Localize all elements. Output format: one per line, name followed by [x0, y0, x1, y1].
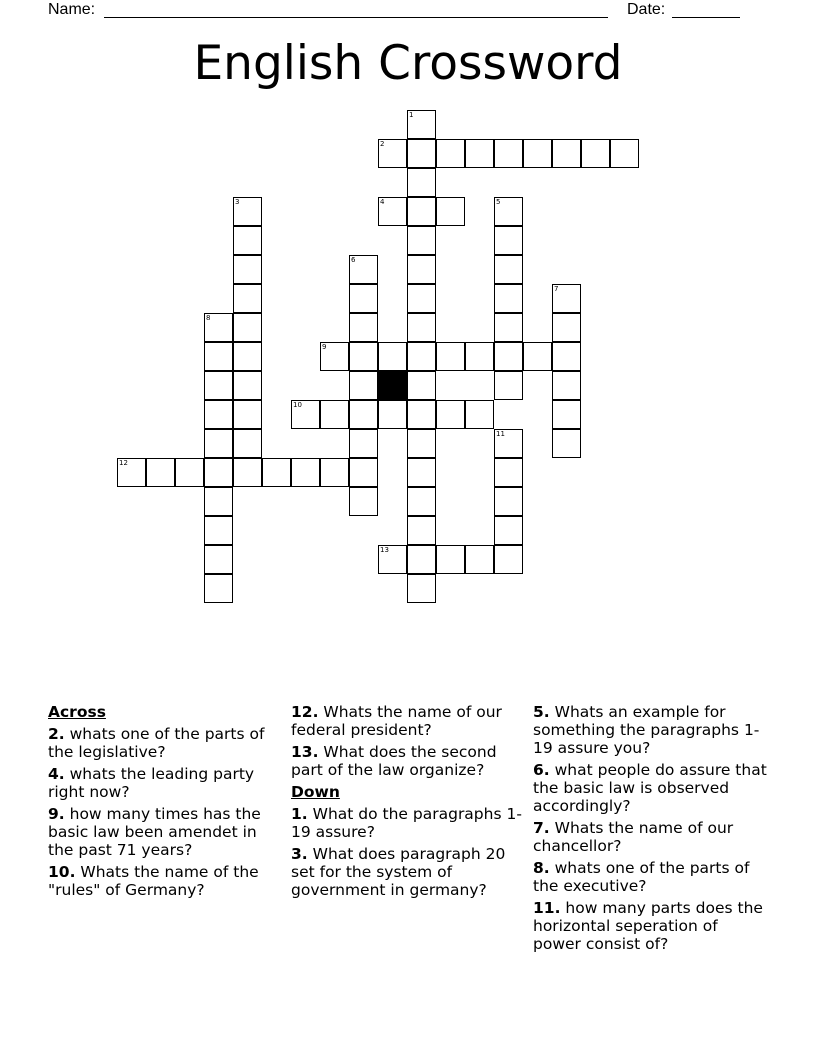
- grid-cell[interactable]: [436, 342, 465, 371]
- grid-cell[interactable]: [407, 516, 436, 545]
- grid-cell[interactable]: [552, 400, 581, 429]
- grid-cell[interactable]: [378, 545, 407, 574]
- grid-cell[interactable]: [407, 313, 436, 342]
- grid-cell[interactable]: [494, 487, 523, 516]
- clues-column-3: [533, 703, 769, 957]
- grid-cell[interactable]: [407, 458, 436, 487]
- grid-cell[interactable]: [494, 458, 523, 487]
- grid-cell[interactable]: [494, 197, 523, 226]
- grid-cell[interactable]: [465, 545, 494, 574]
- grid-cell[interactable]: [349, 400, 378, 429]
- clue-across-2: 2. whats one of the parts of the legislative?: [48, 725, 265, 761]
- grid-cell[interactable]: [407, 168, 436, 197]
- grid-cell[interactable]: [407, 255, 436, 284]
- grid-cell[interactable]: [204, 429, 233, 458]
- grid-cell[interactable]: [349, 458, 378, 487]
- grid-cell[interactable]: [407, 284, 436, 313]
- grid-cell[interactable]: [349, 429, 378, 458]
- clue-number: 6: [351, 256, 356, 264]
- grid-cell[interactable]: [407, 487, 436, 516]
- grid-cell[interactable]: [494, 313, 523, 342]
- clue-across-13: 13. What does the second part of the law organize?: [291, 743, 497, 779]
- clue-number: 3: [235, 198, 240, 206]
- grid-cell[interactable]: [407, 110, 436, 139]
- grid-cell[interactable]: [204, 545, 233, 574]
- grid-cell[interactable]: [552, 429, 581, 458]
- clue-down-6: 6. what people do assure that the basic law is observed accordingly?: [533, 761, 767, 815]
- grid-cell[interactable]: [233, 429, 262, 458]
- grid-cell[interactable]: [204, 574, 233, 603]
- clue-number: 7: [554, 285, 559, 293]
- clue-number: 9: [322, 343, 327, 351]
- grid-cell[interactable]: [407, 342, 436, 371]
- grid-cell[interactable]: [233, 371, 262, 400]
- clue-across-9: 9. how many times has the basic law been amendet in the past 71 years?: [48, 805, 261, 859]
- grid-cell[interactable]: [349, 313, 378, 342]
- grid-cell[interactable]: [233, 255, 262, 284]
- grid-cell[interactable]: [494, 516, 523, 545]
- clue-down-11: 11. how many parts does the horizontal seperation of power consist of?: [533, 899, 763, 953]
- grid-cell[interactable]: [233, 342, 262, 371]
- grid-cell[interactable]: [436, 545, 465, 574]
- grid-cell[interactable]: [204, 487, 233, 516]
- clue-down-3: 3. What does paragraph 20 set for the system of government in germany?: [291, 845, 506, 899]
- grid-cell[interactable]: [291, 400, 320, 429]
- grid-cell[interactable]: [407, 139, 436, 168]
- grid-cell[interactable]: [407, 400, 436, 429]
- clue-across-4: 4. whats the leading party right now?: [48, 765, 255, 801]
- grid-cell[interactable]: [465, 139, 494, 168]
- grid-cell[interactable]: [436, 139, 465, 168]
- grid-cell[interactable]: [552, 139, 581, 168]
- grid-cell[interactable]: [349, 487, 378, 516]
- clue-across-12: 12. Whats the name of our federal president?: [291, 703, 502, 739]
- page-title: English Crossword: [193, 36, 623, 91]
- grid-cell[interactable]: [407, 197, 436, 226]
- grid-cell[interactable]: [262, 458, 291, 487]
- grid-cell[interactable]: [204, 458, 233, 487]
- grid-cell[interactable]: [204, 516, 233, 545]
- grid-cell[interactable]: [436, 197, 465, 226]
- grid-cell[interactable]: [378, 139, 407, 168]
- grid-cell[interactable]: [494, 226, 523, 255]
- clue-down-1: 1. What do the paragraphs 1-19 assure?: [291, 805, 522, 841]
- clue-across-10: 10. Whats the name of the "rules" of Germany?: [48, 863, 259, 899]
- grid-cell[interactable]: [349, 371, 378, 400]
- grid-cell[interactable]: [552, 284, 581, 313]
- date-label: Date:: [627, 1, 666, 18]
- grid-cell[interactable]: [494, 342, 523, 371]
- clue-number: 10: [293, 401, 302, 409]
- clues-column-2: [291, 703, 527, 903]
- clue-number: 11: [496, 430, 505, 438]
- grid-cell[interactable]: [494, 255, 523, 284]
- grid-cell[interactable]: [233, 284, 262, 313]
- grid-cell[interactable]: [523, 342, 552, 371]
- grid-cell[interactable]: [117, 458, 146, 487]
- grid-cell[interactable]: [407, 429, 436, 458]
- grid-cell[interactable]: [610, 139, 639, 168]
- grid-cell[interactable]: [523, 139, 552, 168]
- grid-cell[interactable]: [494, 371, 523, 400]
- grid-cell[interactable]: [494, 139, 523, 168]
- clue-number: 5: [496, 198, 501, 206]
- grid-cell[interactable]: [552, 342, 581, 371]
- grid-cell[interactable]: [407, 371, 436, 400]
- clue-number: 4: [380, 198, 385, 206]
- grid-cell[interactable]: [494, 284, 523, 313]
- grid-cell[interactable]: [581, 139, 610, 168]
- grid-cell[interactable]: [204, 342, 233, 371]
- grid-cell[interactable]: [465, 342, 494, 371]
- grid-cell[interactable]: [436, 400, 465, 429]
- grid-cell[interactable]: [233, 226, 262, 255]
- grid-cell[interactable]: [320, 458, 349, 487]
- clue-down-8: 8. whats one of the parts of the executive?: [533, 859, 750, 895]
- grid-cell[interactable]: [349, 284, 378, 313]
- grid-cell[interactable]: [204, 400, 233, 429]
- grid-cell[interactable]: [175, 458, 204, 487]
- grid-cell[interactable]: [349, 255, 378, 284]
- grid-cell[interactable]: [146, 458, 175, 487]
- clue-number: 1: [409, 111, 414, 119]
- down-heading: Down: [291, 783, 340, 801]
- grid-cell[interactable]: [349, 342, 378, 371]
- grid-cell[interactable]: [320, 342, 349, 371]
- grid-cell[interactable]: [465, 400, 494, 429]
- grid-cell[interactable]: [233, 313, 262, 342]
- grid-cell[interactable]: [378, 400, 407, 429]
- grid-cell[interactable]: [552, 371, 581, 400]
- clue-down-7: 7. Whats the name of our chancellor?: [533, 819, 734, 855]
- name-label: Name:: [48, 1, 96, 18]
- grid-cell[interactable]: [233, 197, 262, 226]
- grid-block: [378, 371, 407, 400]
- clue-number: 2: [380, 140, 385, 148]
- grid-cell[interactable]: [407, 226, 436, 255]
- grid-cell[interactable]: [407, 574, 436, 603]
- across-heading: Across: [48, 703, 106, 721]
- clue-down-5: 5. Whats an example for something the paragraphs 1-19 assure you?: [533, 703, 760, 757]
- grid-cell[interactable]: [204, 371, 233, 400]
- grid-cell[interactable]: [233, 400, 262, 429]
- grid-cell[interactable]: [204, 313, 233, 342]
- grid-cell[interactable]: [378, 197, 407, 226]
- grid-cell[interactable]: [494, 545, 523, 574]
- clues-column-1: [48, 703, 284, 903]
- grid-cell[interactable]: [407, 545, 436, 574]
- grid-cell[interactable]: [291, 458, 320, 487]
- clue-number: 8: [206, 314, 211, 322]
- grid-cell[interactable]: [378, 342, 407, 371]
- grid-cell[interactable]: [552, 313, 581, 342]
- grid-cell[interactable]: [233, 458, 262, 487]
- grid-cell[interactable]: [320, 400, 349, 429]
- clue-number: 13: [380, 546, 389, 554]
- clue-number: 12: [119, 459, 128, 467]
- grid-cell[interactable]: [494, 429, 523, 458]
